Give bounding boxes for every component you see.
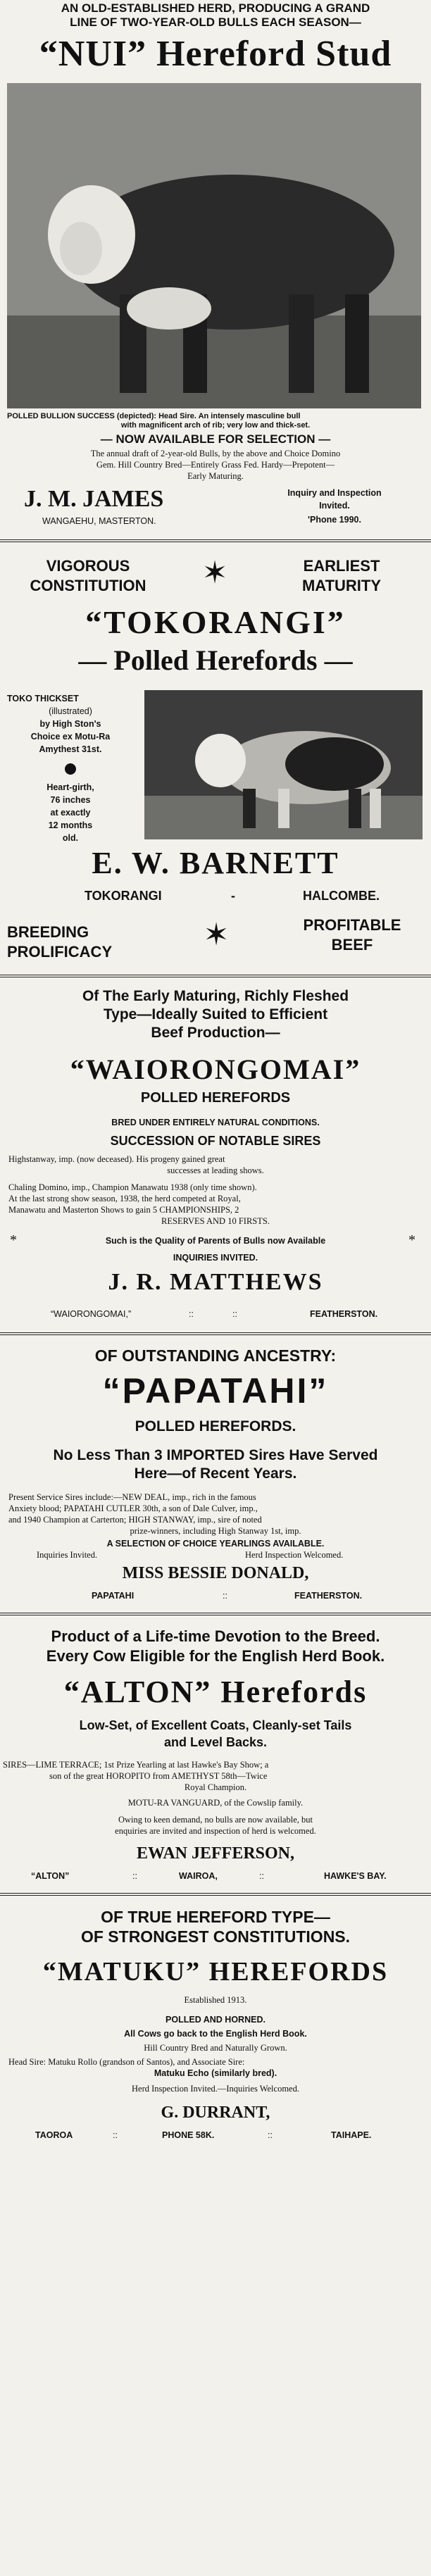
- nui-phone: 'Phone 1990.: [308, 515, 361, 525]
- tokorangi-by-1: by High Ston's: [39, 719, 101, 729]
- papatahi-body-3: and 1940 Champion at Carterton; HIGH STANWAY, imp., sire of noted: [8, 1515, 262, 1525]
- bull-illustration: [7, 83, 421, 408]
- alton-title: “ALTON” Herefords: [63, 1675, 368, 1709]
- matuku-polled: POLLED AND HORNED.: [165, 2015, 266, 2025]
- matuku-intro-2: OF STRONGEST CONSTITUTIONS.: [80, 1927, 351, 1946]
- nui-title: “NUI” Hereford Stud: [39, 34, 392, 74]
- waiorongomai-body-6: RESERVES AND 10 FIRSTS.: [161, 1216, 270, 1226]
- bullet-icon: [65, 763, 76, 775]
- blank-margin: [0, 2148, 431, 2576]
- waiorongomai-body-1: Highstanway, imp. (now deceased). His progeny gained great: [8, 1154, 225, 1164]
- tokorangi-girth-2: 76 inches: [50, 795, 91, 805]
- separator: ::: [113, 2130, 118, 2140]
- waiorongomai-title: “WAIORONGOMAI”: [70, 1053, 361, 1085]
- matuku-cows: All Cows go back to the English Herd Book.: [124, 2029, 307, 2039]
- tokorangi-bottom-left-2: PROLIFICACY: [7, 943, 113, 961]
- tokorangi-by-3: Amythest 31st.: [39, 744, 102, 754]
- waiorongomai-inquiries: INQUIRIES INVITED.: [173, 1253, 258, 1263]
- separator: ::: [232, 1309, 237, 1319]
- papatahi-intro: OF OUTSTANDING ANCESTRY:: [94, 1346, 337, 1365]
- tokorangi-by-2: Choice ex Motu-Ra: [30, 732, 111, 742]
- nui-location: WANGAEHU, MASTERTON.: [42, 516, 156, 526]
- waiorongomai-polled: POLLED HEREFORDS: [140, 1090, 291, 1106]
- divider: [0, 1332, 431, 1335]
- waiorongomai-succession: SUCCESSION OF NOTABLE SIRES: [110, 1134, 321, 1148]
- papatahi-sires-1: No Less Than 3 IMPORTED Sires Have Served: [53, 1447, 378, 1463]
- tokorangi-top-left-1: VIGOROUS: [46, 557, 130, 575]
- separator: ::: [259, 1871, 264, 1881]
- tokorangi-place-2: HALCOMBE.: [303, 889, 380, 903]
- tokorangi-subtitle: — Polled Herefords —: [78, 644, 353, 676]
- waiorongomai-body-5: Manawatu and Masterton Shows to gain 5 CHAMPIONSHIPS, 2: [8, 1205, 239, 1215]
- waiorongomai-place: FEATHERSTON.: [310, 1309, 378, 1319]
- papatahi-body-4: prize-winners, including High Stanway 1st, imp.: [130, 1526, 301, 1536]
- tokorangi-owner: E. W. BARNETT: [92, 846, 339, 880]
- alton-intro-2: Every Cow Eligible for the English Herd Book.: [46, 1647, 385, 1665]
- waiorongomai-intro-1: Of The Early Maturing, Richly Fleshed: [82, 988, 349, 1004]
- tokorangi-title: “TOKORANGI”: [85, 604, 346, 640]
- waiorongomai-bred: BRED UNDER ENTIRELY NATURAL CONDITIONS.: [111, 1118, 320, 1127]
- separator: ::: [223, 1591, 227, 1601]
- star-icon: ✶: [203, 918, 230, 952]
- alton-body-3: Royal Champion.: [184, 1782, 247, 1792]
- matuku-intro-1: OF TRUE HEREFORD TYPE—: [101, 1908, 330, 1926]
- alton-body-4: MOTU-RA VANGUARD, of the Cowslip family.: [127, 1798, 304, 1808]
- tokorangi-place-1: TOKORANGI: [85, 889, 162, 903]
- papatahi-inquiries: Inquiries Invited.: [37, 1550, 98, 1560]
- alton-body-2: son of the great HOROPITO from AMETHYST 58th—Twice: [49, 1771, 268, 1781]
- papatahi-body-1: Present Service Sires include:—NEW DEAL, imp., rich in the famous: [8, 1492, 256, 1502]
- asterisk-icon: *: [408, 1232, 416, 1248]
- alton-place-1: WAIROA,: [179, 1871, 218, 1881]
- nui-now-available: — NOW AVAILABLE FOR SELECTION —: [100, 432, 331, 446]
- tokorangi-thickset: TOKO THICKSET: [7, 694, 79, 704]
- bull-illustration: [144, 690, 423, 839]
- nui-body-2: Gem. Hill Country Bred—Entirely Grass Fed. Hardy—Prepotent—: [96, 460, 335, 470]
- papatahi-body-2: Anxiety blood; PAPATAHI CUTLER 30th, a son of Dale Culver, imp.,: [8, 1503, 258, 1513]
- papatahi-inspection: Herd Inspection Welcomed.: [245, 1550, 344, 1560]
- tokorangi-bottom-right-1: PROFITABLE: [303, 916, 401, 934]
- matuku-head-2: Matuku Echo (similarly bred).: [154, 2068, 277, 2078]
- papatahi-place: FEATHERSTON.: [294, 1591, 363, 1601]
- waiorongomai-name: “WAIORONGOMAI,”: [51, 1309, 132, 1319]
- tokorangi-girth-1: Heart-girth,: [46, 782, 94, 792]
- matuku-title: “MATUKU” HEREFORDS: [42, 1957, 389, 1987]
- asterisk-icon: *: [10, 1232, 17, 1248]
- nui-bull-photo: [7, 83, 421, 408]
- tokorangi-girth-4: 12 months: [48, 820, 93, 830]
- nui-caption-2: with magnificent arch of rib; very low and thick-set.: [120, 421, 311, 430]
- nui-body-1: The annual draft of 2-year-old Bulls, by the above and Choice Domino: [90, 449, 341, 458]
- alton-place-2: HAWKE'S BAY.: [324, 1871, 387, 1881]
- matuku-place-1: TAOROA: [35, 2130, 73, 2140]
- tokorangi-top-left-2: CONSTITUTION: [30, 577, 146, 594]
- tokorangi-bottom-right-2: BEEF: [331, 936, 373, 954]
- tokorangi-girth-5: old.: [62, 833, 79, 843]
- nui-headline-2: LINE OF TWO-YEAR-OLD BULLS EACH SEASON—: [70, 15, 361, 29]
- alton-body-5: Owing to keen demand, no bulls are now available, but: [118, 1815, 313, 1825]
- papatahi-sires-2: Here—of Recent Years.: [134, 1465, 297, 1482]
- waiorongomai-intro-2: Type—Ideally Suited to Efficient: [103, 1006, 328, 1023]
- alton-intro-1: Product of a Life-time Devotion to the Breed.: [51, 1627, 380, 1645]
- matuku-head-1: Head Sire: Matuku Rollo (grandson of Santos), and Associate Sire:: [8, 2057, 245, 2067]
- waiorongomai-body-3: Chaling Domino, imp., Champion Manawatu 1938 (only time shown).: [8, 1182, 257, 1192]
- matuku-established: Established 1913.: [184, 1995, 247, 2005]
- matuku-phone: PHONE 58K.: [162, 2130, 215, 2140]
- waiorongomai-body-4: At the last strong show season, 1938, the herd competed at Royal,: [8, 1194, 241, 1203]
- tokorangi-bull-photo: [144, 690, 423, 839]
- tokorangi-dash: -: [231, 889, 235, 903]
- divider: [0, 1613, 431, 1615]
- papatahi-name: PAPATAHI: [92, 1591, 135, 1601]
- divider: [0, 1893, 431, 1896]
- tokorangi-bottom-left-1: BREEDING: [7, 923, 89, 941]
- alton-name: “ALTON”: [31, 1871, 70, 1881]
- nui-headline-1: AN OLD-ESTABLISHED HERD, PRODUCING A GRAND: [61, 1, 370, 15]
- separator: ::: [268, 2130, 273, 2140]
- alton-body-1: SIRES—LIME TERRACE; 1st Prize Yearling at last Hawke's Bay Show; a: [3, 1760, 269, 1770]
- nui-inquiry-2: Invited.: [319, 501, 350, 511]
- divider: [0, 539, 431, 542]
- alton-low-2: and Level Backs.: [163, 1735, 268, 1749]
- nui-owner: J. M. JAMES: [24, 486, 164, 512]
- nui-inquiry-1: Inquiry and Inspection: [287, 488, 382, 498]
- separator: ::: [132, 1871, 137, 1881]
- alton-owner: EWAN JEFFERSON,: [136, 1844, 295, 1863]
- waiorongomai-body-2: successes at leading shows.: [167, 1165, 264, 1175]
- divider: [0, 975, 431, 977]
- separator: ::: [189, 1309, 194, 1319]
- tokorangi-girth-3: at exactly: [50, 808, 91, 818]
- nui-caption-1: POLLED BULLION SUCCESS (depicted): Head Sire. An intensely masculine bull: [7, 412, 301, 420]
- alton-body-6: enquiries are invited and inspection of herd is welcomed.: [115, 1826, 316, 1836]
- matuku-owner: G. DURRANT,: [161, 2103, 270, 2122]
- papatahi-body-5: A SELECTION OF CHOICE YEARLINGS AVAILABLE.: [106, 1539, 325, 1549]
- alton-low-1: Low-Set, of Excellent Coats, Cleanly-set Tails: [79, 1718, 352, 1732]
- papatahi-title: “PAPATAHI”: [102, 1371, 329, 1411]
- papatahi-owner: MISS BESSIE DONALD,: [122, 1564, 309, 1582]
- star-icon: ✶: [201, 556, 228, 590]
- waiorongomai-owner: J. R. MATTHEWS: [108, 1269, 323, 1295]
- tokorangi-illustrated: (illustrated): [49, 706, 92, 716]
- tokorangi-top-right-2: MATURITY: [301, 577, 382, 594]
- matuku-herd: Herd Inspection Invited.—Inquiries Welcomed.: [132, 2084, 299, 2094]
- papatahi-polled: POLLED HEREFORDS.: [135, 1418, 296, 1434]
- matuku-place-2: TAIHAPE.: [331, 2130, 372, 2140]
- tokorangi-top-right-1: EARLIEST: [303, 557, 380, 575]
- nui-body-3: Early Maturing.: [187, 471, 244, 481]
- waiorongomai-intro-3: Beef Production—: [151, 1025, 280, 1041]
- matuku-hill: Hill Country Bred and Naturally Grown.: [144, 2043, 287, 2053]
- waiorongomai-such: Such is the Quality of Parents of Bulls now Available: [105, 1236, 326, 1246]
